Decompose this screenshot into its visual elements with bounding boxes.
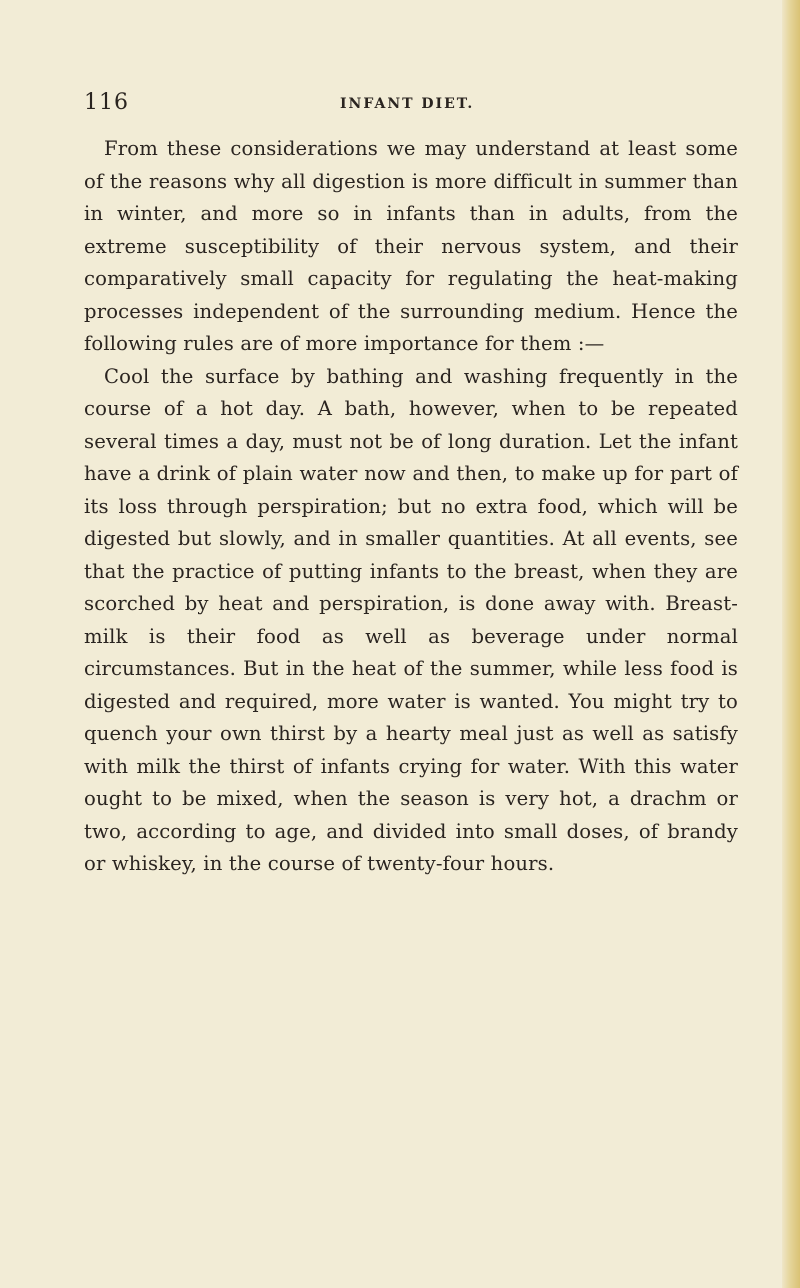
body-text xyxy=(84,133,738,881)
paragraph-2: Cool the surface by bathing and washing frequently in the course of a hot day. A bath, however, when to be repeated several times a day, must not be of long duration. Let the infant have a drink of plain water now and then, to make up for part of its loss through perspiration; but no extra food, which will be digested but slowly, and in smaller quantities. At all events, see that the practice of putting infants to the breast, when they are scorched by heat and perspiration, is done away with. Breast-milk is their food as well as beverage under normal circumstances. But in the heat of the summer, while less food is digested and required, more water is wanted. You might try to quench your own thirst by a hearty meal just as well as satisfy with milk the thirst of infants crying for water. With this water ought to be mixed, when the season is very hot, a drachm or two, according to age, and divided into small doses, of brandy or whiskey, in the course of twenty-four hours. xyxy=(84,364,738,875)
page-edge xyxy=(782,0,800,1288)
paragraph-1: From these considerations we may understand at least some of the reasons why all digestion is more difficult in summer than in winter, and more so in infants than in adults, from the extreme susceptibility of their nervous system, and their comparatively small capacity for regulating the heat-making processes independent of the surrounding medium. Hence the following rules are of more importance for them :— xyxy=(84,137,738,355)
running-head: INFANT DIET. xyxy=(340,96,475,112)
page-number: 116 xyxy=(84,90,129,115)
page-header xyxy=(84,88,734,118)
